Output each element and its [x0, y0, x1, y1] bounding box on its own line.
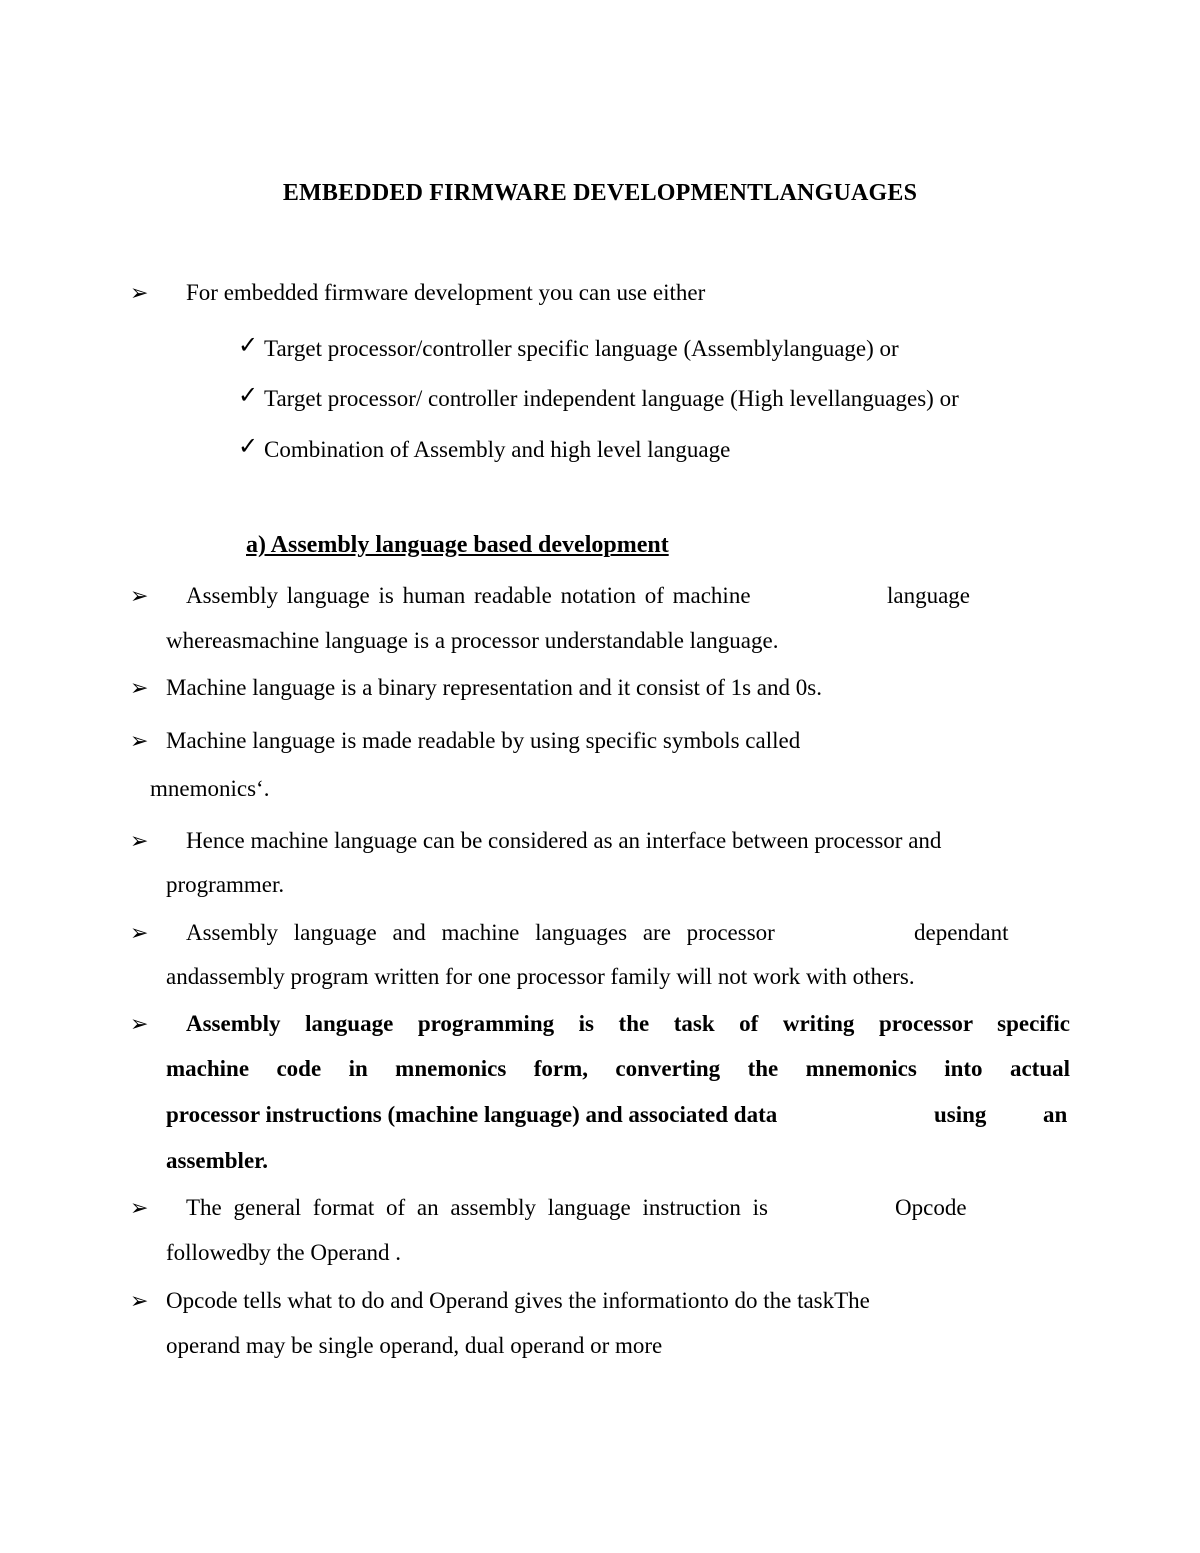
- option-item: Target processor/ controller independent language (High levellanguages) or: [264, 386, 959, 411]
- bullet-text: Hence machine language can be considered as an interface between processor and: [186, 828, 942, 853]
- bullet-text-bold: machine code in mnemonics form, converting the mnemonics into actual: [166, 1056, 1070, 1081]
- option-item: Target processor/controller specific language (Assemblylanguage) or: [264, 336, 899, 361]
- checkmark-icon: ✓: [238, 434, 259, 460]
- bullet-text: whereasmachine language is a processor understandable language.: [166, 628, 779, 653]
- intro-text: For embedded firmware development you can use either: [186, 280, 706, 305]
- bullet-text-bold: an: [1043, 1102, 1068, 1127]
- arrow-bullet-icon: ➢: [130, 583, 149, 608]
- checkmark-icon: ✓: [238, 383, 259, 409]
- bullet-text: Assembly language and machine languages are processor: [186, 920, 775, 945]
- checkmark-icon: ✓: [238, 333, 259, 359]
- bullet-text-bold: Assembly language programming is the task of writing processor specific: [186, 1011, 1070, 1036]
- page-title: EMBEDDED FIRMWARE DEVELOPMENTLANGUAGES: [282, 180, 918, 206]
- section-heading: a) Assembly language based development: [246, 532, 669, 558]
- bullet-text: language: [887, 583, 971, 608]
- bullet-text: Machine language is a binary representation and it consist of 1s and 0s.: [166, 675, 822, 700]
- bullet-text: andassembly program written for one processor family will not work with others.: [166, 964, 915, 989]
- arrow-bullet-icon: ➢: [130, 675, 149, 700]
- bullet-text: dependant: [914, 920, 1009, 945]
- bullet-text: The general format of an assembly language instruction is: [186, 1195, 768, 1220]
- bullet-text: Opcode: [895, 1195, 967, 1220]
- bullet-text: operand may be single operand, dual operand or more: [166, 1333, 663, 1358]
- bullet-text-bold: assembler.: [166, 1148, 269, 1173]
- arrow-bullet-icon: ➢: [130, 828, 149, 853]
- option-item: Combination of Assembly and high level language: [264, 437, 731, 462]
- bullet-text: programmer.: [166, 872, 285, 897]
- bullet-text-bold: processor instructions (machine language) and associated data: [166, 1102, 778, 1127]
- arrow-bullet-icon: ➢: [130, 728, 149, 753]
- bullet-text-bold: using: [934, 1102, 987, 1127]
- arrow-bullet-icon: ➢: [130, 1288, 149, 1313]
- arrow-bullet-icon: ➢: [130, 920, 149, 945]
- bullet-text: followedby the Operand .: [166, 1240, 402, 1265]
- bullet-text: Opcode tells what to do and Operand gives the informationto do the taskThe: [166, 1288, 870, 1313]
- arrow-bullet-icon: ➢: [130, 1011, 149, 1036]
- bullet-text: mnemonics‘.: [150, 776, 270, 801]
- bullet-text: Assembly language is human readable notation of machine: [186, 583, 751, 608]
- bullet-text: Machine language is made readable by using specific symbols called: [166, 728, 801, 753]
- arrow-bullet-icon: ➢: [130, 1195, 149, 1220]
- arrow-bullet-icon: ➢: [130, 280, 149, 305]
